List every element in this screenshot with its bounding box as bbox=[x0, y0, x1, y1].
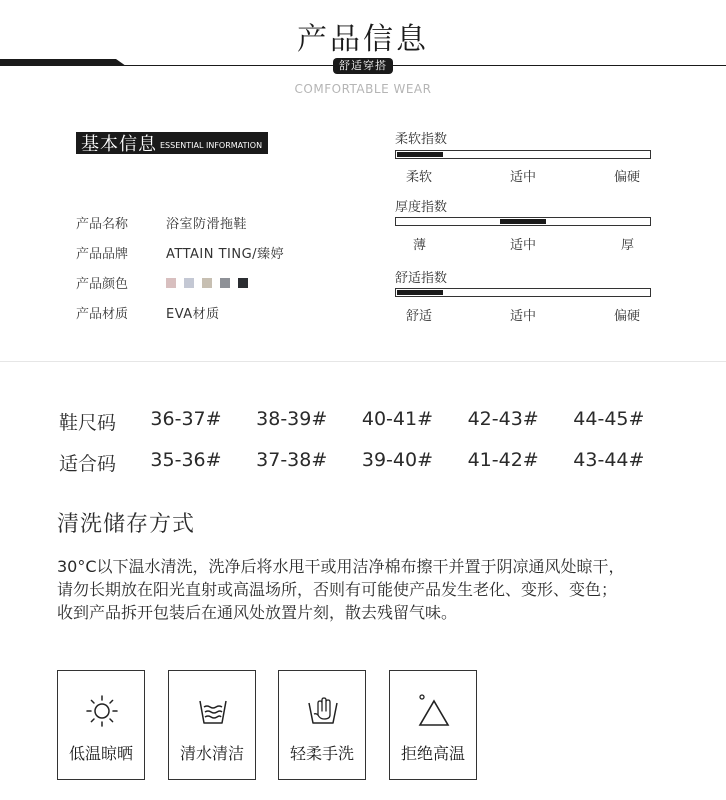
comfort-index-fill bbox=[397, 290, 443, 295]
care-label: 拒绝高温 bbox=[400, 744, 465, 763]
index-label: 偏硬 bbox=[614, 170, 641, 185]
color-swatch bbox=[238, 278, 248, 288]
softness-index-title: 柔软指数 bbox=[395, 132, 448, 147]
care-card-low-temp-dry bbox=[57, 670, 145, 780]
basic-info-heading-cn: 基本信息 bbox=[81, 134, 157, 155]
shoe-size-label: 鞋尺码 bbox=[59, 412, 117, 434]
shoe-size-row bbox=[59, 408, 679, 435]
color-swatch bbox=[202, 278, 212, 288]
thickness-index-bar bbox=[395, 217, 651, 226]
care-card-no-high-temp bbox=[389, 670, 477, 780]
color-swatch bbox=[220, 278, 230, 288]
index-label: 舒适 bbox=[406, 309, 433, 324]
comfort-index-bar bbox=[395, 288, 651, 297]
page-subtitle: COMFORTABLE WEAR bbox=[294, 82, 432, 96]
info-value: 浴室防滑拖鞋 bbox=[166, 217, 248, 232]
section-divider bbox=[0, 361, 726, 362]
index-label: 柔软 bbox=[406, 170, 433, 185]
size-cell: 37-38# bbox=[256, 449, 328, 471]
size-cell: 43-44# bbox=[573, 449, 645, 471]
no-heat-triangle-icon bbox=[416, 693, 452, 729]
basic-info-heading-en: ESSENTIAL INFORMATION bbox=[160, 141, 263, 150]
color-swatches bbox=[166, 275, 256, 290]
info-row-brand bbox=[76, 243, 284, 262]
info-row-material bbox=[76, 303, 220, 322]
wash-line: 30°C以下温水清洗，洗净后将水甩干或用洁净棉布擦干并置于阴凉通风处晾干， bbox=[57, 557, 625, 576]
comfort-index-title: 舒适指数 bbox=[395, 271, 448, 286]
info-key: 产品品牌 bbox=[76, 247, 129, 262]
index-label: 适中 bbox=[510, 309, 537, 324]
info-key: 产品颜色 bbox=[76, 277, 129, 292]
care-label: 低温晾晒 bbox=[68, 744, 133, 763]
wash-line: 请勿长期放在阳光直射或高温场所，否则有可能使产品发生老化、变形、变色； bbox=[57, 580, 618, 599]
care-card-clean-water bbox=[168, 670, 256, 780]
size-cell: 35-36# bbox=[150, 449, 222, 471]
softness-index-fill bbox=[397, 152, 443, 157]
size-cell: 44-45# bbox=[573, 408, 645, 430]
size-cell: 38-39# bbox=[256, 408, 328, 430]
info-key: 产品名称 bbox=[76, 217, 129, 232]
info-value: ATTAIN TING/臻婷 bbox=[166, 247, 285, 262]
wash-line: 收到产品拆开包装后在通风处放置片刻，散去残留气味。 bbox=[57, 603, 458, 622]
info-row-color bbox=[76, 273, 256, 292]
wash-tub-icon bbox=[195, 693, 231, 729]
care-label: 轻柔手洗 bbox=[289, 744, 354, 763]
thickness-index-fill bbox=[500, 219, 546, 224]
basic-info-heading bbox=[76, 132, 268, 154]
wash-instructions bbox=[57, 555, 677, 624]
page-title: 产品信息 bbox=[297, 22, 429, 57]
index-label: 偏硬 bbox=[614, 309, 641, 324]
color-swatch bbox=[184, 278, 194, 288]
hand-wash-icon bbox=[305, 693, 341, 729]
index-label: 薄 bbox=[413, 238, 427, 253]
sun-icon bbox=[84, 693, 120, 729]
size-cell: 41-42# bbox=[467, 449, 539, 471]
wash-title: 清洗储存方式 bbox=[57, 512, 196, 537]
size-cell: 40-41# bbox=[361, 408, 433, 430]
header-badge: 舒适穿搭 bbox=[333, 58, 393, 74]
index-label: 适中 bbox=[510, 170, 537, 185]
info-row-name bbox=[76, 213, 247, 232]
color-swatch bbox=[166, 278, 176, 288]
size-cell: 36-37# bbox=[150, 408, 222, 430]
thickness-index-title: 厚度指数 bbox=[395, 200, 448, 215]
size-cell: 39-40# bbox=[361, 449, 433, 471]
size-cell: 42-43# bbox=[467, 408, 539, 430]
fit-size-row bbox=[59, 449, 679, 476]
care-label: 清水清洁 bbox=[179, 744, 244, 763]
info-key: 产品材质 bbox=[76, 307, 129, 322]
info-value: EVA材质 bbox=[166, 307, 220, 322]
index-label: 适中 bbox=[510, 238, 537, 253]
index-label: 厚 bbox=[621, 238, 635, 253]
softness-index-bar bbox=[395, 150, 651, 159]
care-card-gentle-hand-wash bbox=[278, 670, 366, 780]
fit-size-label: 适合码 bbox=[59, 453, 117, 475]
